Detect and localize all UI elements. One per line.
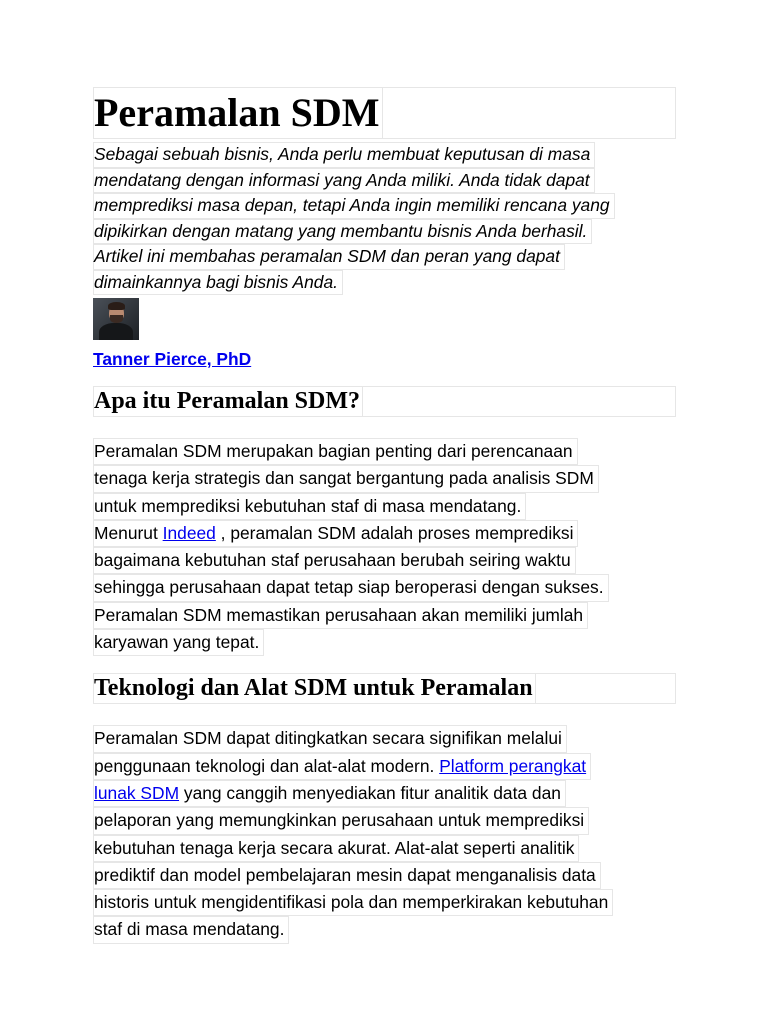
paragraph-line: Peramalan SDM dapat ditingkatkan secara signifikan melalui <box>93 725 567 752</box>
hr-software-link[interactable]: Platform perangkat <box>439 755 587 776</box>
paragraph-line: pelaporan yang memungkinkan perusahaan untuk memprediksi <box>93 807 589 834</box>
intro-line: dimainkannya bagi bisnis Anda. <box>93 270 343 296</box>
paragraph-line <box>93 520 578 547</box>
line-text: Menurut <box>94 522 163 543</box>
line-text: penggunaan teknologi dan alat-alat modern. <box>94 755 440 776</box>
line-text: yang canggih menyediakan fitur analitik data dan <box>179 782 561 803</box>
paragraph-line: bagaimana kebutuhan staf perusahaan berubah seiring waktu <box>93 547 576 574</box>
section-heading-box <box>93 673 676 704</box>
paragraph-line <box>93 780 566 807</box>
paragraph-line: Peramalan SDM memastikan perusahaan akan memiliki jumlah <box>93 602 588 629</box>
section-heading-technology: Teknologi dan Alat SDM untuk Peramalan <box>94 674 536 703</box>
page-title: Peramalan SDM <box>94 88 383 138</box>
intro-paragraph <box>93 142 676 295</box>
intro-line: mendatang dengan informasi yang Anda miliki. Anda tidak dapat <box>93 168 595 194</box>
intro-line: dipikirkan dengan matang yang membantu bisnis Anda berhasil. <box>93 219 592 245</box>
paragraph-line: kebutuhan tenaga kerja secara akurat. Alat-alat seperti analitik <box>93 835 579 862</box>
paragraph-line: karyawan yang tepat. <box>93 629 264 656</box>
article <box>93 87 676 944</box>
paragraph-line: staf di masa mendatang. <box>93 916 289 943</box>
section-heading-box <box>93 386 676 417</box>
paragraph-line: historis untuk mengidentifikasi pola dan memperkirakan kebutuhan <box>93 889 613 916</box>
intro-line: memprediksi masa depan, tetapi Anda ingin memiliki rencana yang <box>93 193 615 219</box>
paragraph-line <box>93 753 591 780</box>
paragraph-line: untuk memprediksi kebutuhan staf di masa mendatang. <box>93 493 526 520</box>
indeed-link[interactable]: Indeed <box>162 522 216 543</box>
intro-line: Sebagai sebuah bisnis, Anda perlu membuat keputusan di masa <box>93 142 595 168</box>
author-link[interactable]: Tanner Pierce, PhD <box>93 349 252 369</box>
paragraph-line: sehingga perusahaan dapat tetap siap beroperasi dengan sukses. <box>93 574 609 601</box>
section2-paragraph <box>93 725 676 943</box>
section1-paragraph <box>93 438 676 656</box>
paragraph-line: prediktif dan model pembelajaran mesin dapat menganalisis data <box>93 862 601 889</box>
paragraph-line: Peramalan SDM merupakan bagian penting dari perencanaan <box>93 438 578 465</box>
hr-software-link-cont[interactable]: lunak SDM <box>94 782 180 803</box>
author-avatar <box>93 298 139 340</box>
paragraph-line: tenaga kerja strategis dan sangat bergantung pada analisis SDM <box>93 465 599 492</box>
section-heading-what-is: Apa itu Peramalan SDM? <box>94 387 363 416</box>
intro-line: Artikel ini membahas peramalan SDM dan peran yang dapat <box>93 244 565 270</box>
line-text: , peramalan SDM adalah proses memprediksi <box>215 522 574 543</box>
title-box <box>93 87 676 139</box>
